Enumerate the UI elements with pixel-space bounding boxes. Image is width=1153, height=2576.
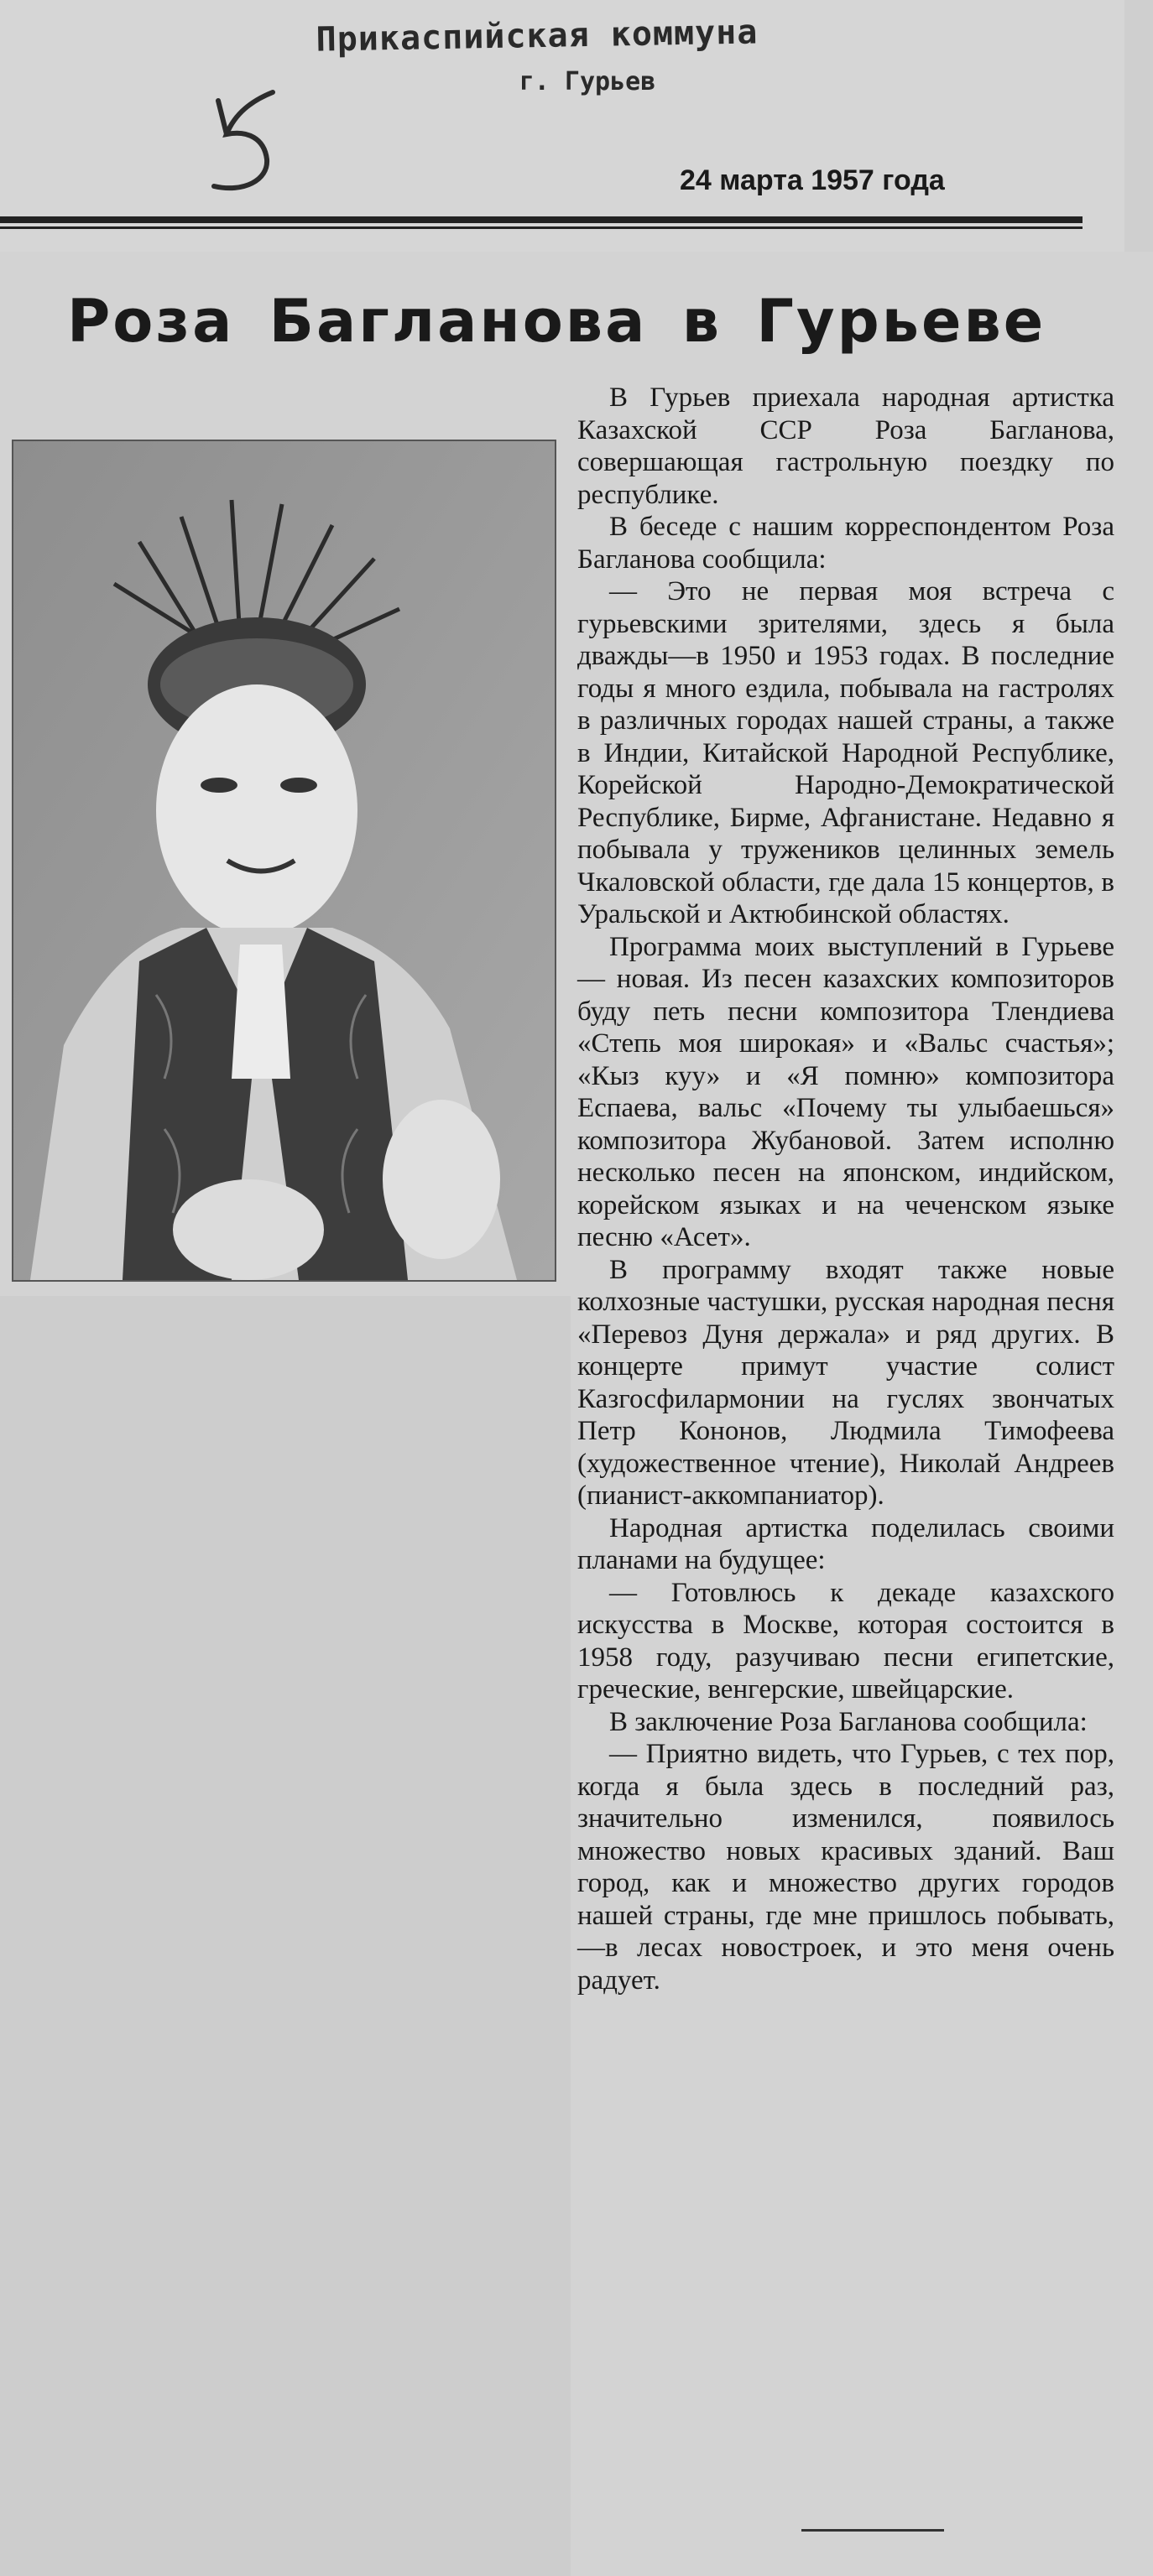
article-paragraph: В заключение Роза Багланова сообщила: xyxy=(609,1706,1088,1737)
article-body xyxy=(577,382,1114,1996)
stamp-newspaper-name: Прикаспийская коммуна xyxy=(316,13,759,60)
masthead-rule-thin xyxy=(0,226,1083,229)
handwritten-number-mark xyxy=(201,84,302,210)
blank-clipping-area xyxy=(0,1296,571,2576)
portrait-photo xyxy=(12,440,556,1282)
newspaper-stamp xyxy=(269,13,806,96)
stamp-city: г. Гурьев xyxy=(519,67,656,96)
publication-date: 24 марта 1957 года xyxy=(680,164,945,196)
article-paragraph: — Приятно видеть, что Гурьев, с тех пор, когда я была здесь в последний раз, значительно изменился, появилось множество новых красивых зданий. Ваш город, как и множество других городов нашей страны, где мне пришлось побывать,—в лесах новостроек, и это меня очень радует. xyxy=(577,1739,1114,1996)
article-paragraph: В беседе с нашим корреспондентом Роза Багланова сообщила: xyxy=(577,512,1114,575)
article-paragraph: — Готовлюсь к декаде казахского искусства в Москве, которая состоится в 1958 году, разучиваю песни египетские, греческие, венгерские, швейцарские. xyxy=(577,1577,1114,1704)
article-paragraph: В программу входят также новые колхозные частушки, русская народная песня «Перевоз Дуня держала» и ряд других. В концерте примут участие солист Казгосфилармонии на гуслях звончатых Петр Кононов, Людмила Тимофеева (художественное чтение), Николай Андреев (пианист-аккомпаниатор). xyxy=(577,1254,1114,1511)
article-paragraph: Народная артистка поделилась своими планами на будущее: xyxy=(577,1512,1114,1575)
portrait-photo-icon xyxy=(13,441,555,1280)
article-end-rule xyxy=(801,2529,944,2532)
masthead-clipping xyxy=(0,0,1124,252)
masthead-rule-thick xyxy=(0,216,1083,223)
article-paragraph: В Гурьев приехала народная артистка Казахской ССР Роза Багланова, совершающая гастрольную поездку по республике. xyxy=(577,382,1114,510)
article-paragraph: Программа моих выступлений в Гурьеве — новая. Из песен казахских композиторов буду петь песни композитора Тлендиева «Степь моя широкая» и «Вальс счастья»; «Кыз куу» и «Я помню» композитора Еспаева, вальс «Почему ты улыбаешься» композитора Жубановой. Затем исполню несколько песен на японском, индийском, корейском языках и на чеченском языке песню «Асет». xyxy=(577,931,1114,1252)
article-paragraph: — Это не первая моя встреча с гурьевскими зрителями, здесь я была дважды—в 1950 и 1953 годах. В последние годы я много ездила, побывала на гастролях в различных городах нашей страны, а также в Индии, Китайской Народной Республике, Корейской Народно-Демократической Республике, Бирме, Афганистане. Недавно я побывала у тружеников целинных земель Чкаловской области, где дала 15 концертов, в Уральской и Актюбинской областях. xyxy=(577,576,1114,929)
article-headline: Роза Багланова в Гурьеве xyxy=(67,287,1046,356)
